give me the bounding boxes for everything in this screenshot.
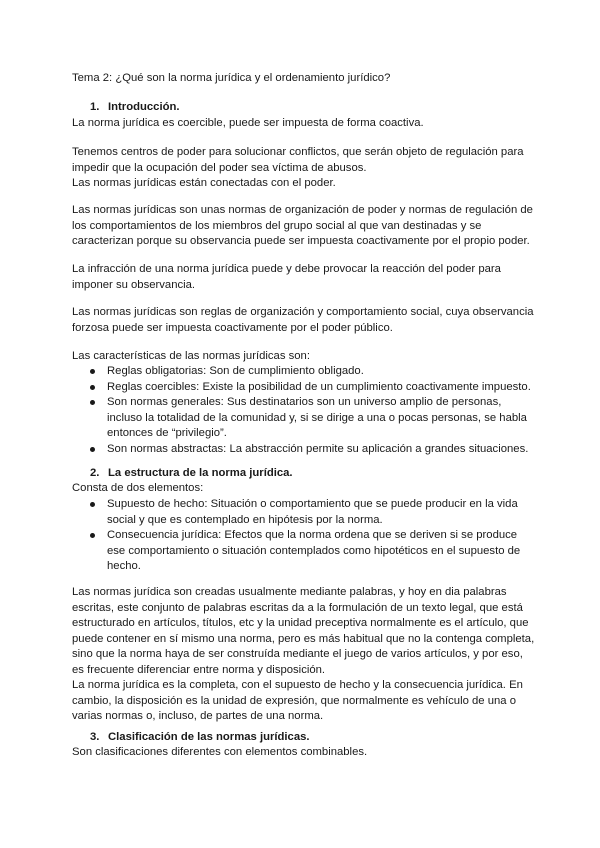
paragraph-norma-disposicion: Las normas jurídica son creadas usualmente mediante palabras, y hoy en dia palabras escritas, este conjunto de palabras escritas da a la formulación de un texto legal, que está estructurado en artículos, títulos, etc y la unidad preceptiva normalmente es el artículo, que puede contener en sí mismo una norma, pero es más habitual que no la contenga completa, sino que la norma haya de ser construída mediante el juego de varios artículos, y por eso, es frecuente diferenciar entre norma y disposición. La norma jurídica es la completa, con el supuesto de hecho y la consecuencia jurídica. En cambio, la disposición es la unidad de expresión, que normalmente es vehículo de una o varias normas o, incluso, de partes de una norma. (72, 586, 535, 722)
section-heading-1: 1. Introducción. (90, 101, 180, 113)
paragraph-centros-poder: Tenemos centros de poder para solucionar conflictos, que serán objeto de regulación para impedir que la ocupación del poder sea víctima de abusos. Las normas jurídicas están conectadas con el poder. (72, 146, 524, 189)
paragraph-coercible: La norma jurídica es coercible, puede ser impuesta de forma coactiva. (72, 117, 424, 129)
paragraph-organizacion-poder: Las normas jurídicas son unas normas de organización de poder y normas de regulación de los comportamientos de los miembros del grupo social al que van destinadas y se caracterizan porque su observancia puede ser impuesta coactivamente por el propio poder. (72, 204, 533, 247)
list-item: Supuesto de hecho: Situación o comportamiento que se puede producir en la vida social y que es contemplado en hipótesis por la norma. (88, 497, 533, 528)
paragraph-caracteristicas-intro: Las características de las normas jurídicas son: (72, 350, 310, 362)
list-item: Son normas abstractas: La abstracción permite su aplicación a grandes situaciones. (88, 442, 533, 458)
list-item: Consecuencia jurídica: Efectos que la norma ordena que se deriven si se produce ese comportamiento o situación contemplados como hipotéticos en el supuesto de hecho. (88, 528, 533, 575)
list-item: Reglas coercibles: Existe la posibilidad de un cumplimiento coactivamente impuesto. (88, 380, 533, 396)
section-heading-3: 3. Clasificación de las normas jurídicas. (90, 731, 310, 743)
elements-list (88, 497, 533, 575)
list-item: Reglas obligatorias: Son de cumplimiento obligado. (88, 364, 533, 380)
section-heading-2: 2. La estructura de la norma jurídica. (90, 467, 293, 479)
paragraph-clasificaciones: Son clasificaciones diferentes con elementos combinables. (72, 746, 368, 758)
characteristics-list (88, 364, 533, 457)
document-title: Tema 2: ¿Qué son la norma jurídica y el ordenamiento jurídico? (72, 72, 391, 84)
paragraph-reglas-organizacion: Las normas jurídicas son reglas de organización y comportamiento social, cuya observancia forzosa puede ser impuesta coactivamente por el poder público. (72, 306, 534, 334)
list-item: Son normas generales: Sus destinatarios son un universo amplio de personas, incluso la totalidad de la comunidad y, si se dirige a una o pocas personas, se habla entonces de “privilegio”. (88, 395, 533, 442)
paragraph-consta: Consta de dos elementos: (72, 482, 204, 494)
paragraph-infraccion: La infracción de una norma jurídica puede y debe provocar la reacción del poder para imponer su observancia. (72, 263, 501, 291)
